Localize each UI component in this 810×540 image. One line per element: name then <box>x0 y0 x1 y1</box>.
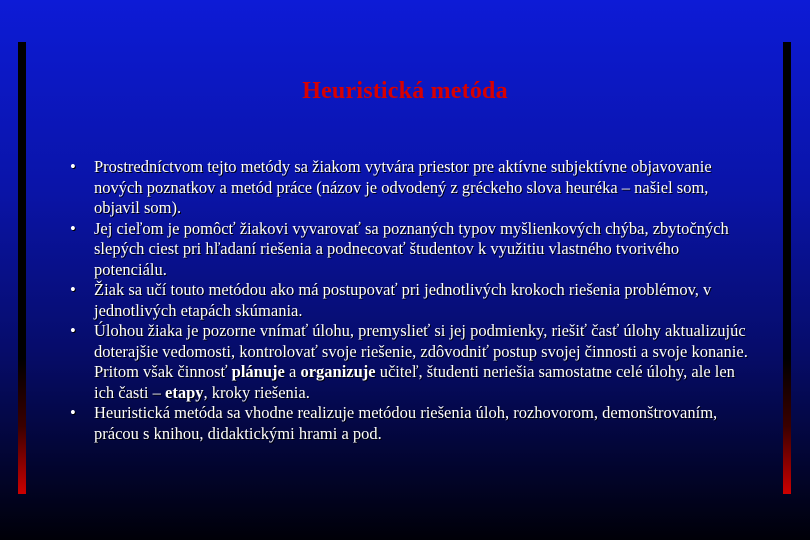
list-item <box>56 219 756 281</box>
bold-text-planuje: plánuje <box>231 362 285 381</box>
list-item <box>56 157 756 219</box>
slide-title: Heuristická metóda <box>302 78 508 104</box>
text-segment: , kroky riešenia. <box>203 382 310 402</box>
text-segment: učiteľ, študenti neriešia samostatne celé úlohy, ale len ich časti – <box>94 362 735 402</box>
bullet-text: Žiak sa učí touto metódou ako má postupovať pri jednotlivých krokoch riešenia problémov, v jednotlivých etapách skúmania. <box>94 280 712 320</box>
bullet-icon: • <box>70 280 76 299</box>
bold-text-etapy: etapy <box>165 382 204 402</box>
bullet-text: Jej cieľom je pomôcť žiakovi vyvarovať sa poznaných typov myšlienkových chýba, zbytočných slepých ciest pri hľadaní riešenia a podnecovať študentov k využitiu vlastného tvorivého potenciálu. <box>94 218 729 279</box>
bullet-icon: • <box>70 157 76 176</box>
list-item <box>56 280 756 321</box>
bullet-icon: • <box>70 321 76 340</box>
list-item <box>56 321 756 403</box>
bullet-list <box>56 157 756 444</box>
text-segment: a <box>284 362 301 381</box>
right-decorative-bar <box>783 42 791 494</box>
bullet-text: Prostredníctvom tejto metódy sa žiakom vytvára priestor pre aktívne subjektívne objavovanie nových poznatkov a metód práce (názov je odvodený z gréckeho slova heuréka – našiel som, objavil som). <box>94 157 712 217</box>
bullet-icon: • <box>70 403 76 422</box>
bullet-text <box>94 321 748 402</box>
bullet-text: Heuristická metóda sa vhodne realizuje metódou riešenia úloh, rozhovorom, demonštrovaním, prácou s knihou, didaktickými hrami a pod. <box>94 403 718 443</box>
list-item <box>56 403 756 444</box>
bold-text-organizuje: organizuje <box>300 362 376 381</box>
text-segment: Úlohou žiaka je pozorne vnímať úlohu, premyslieť si jej podmienky, riešiť časť úlohy aktualizujúc doterajšie vedomosti, kontrolovať svoje riešenie, zdôvodniť postup svojej činnosti a svoje konanie. Pritom však činnosť <box>94 321 748 381</box>
bullet-icon: • <box>70 218 76 238</box>
left-decorative-bar <box>18 42 26 494</box>
